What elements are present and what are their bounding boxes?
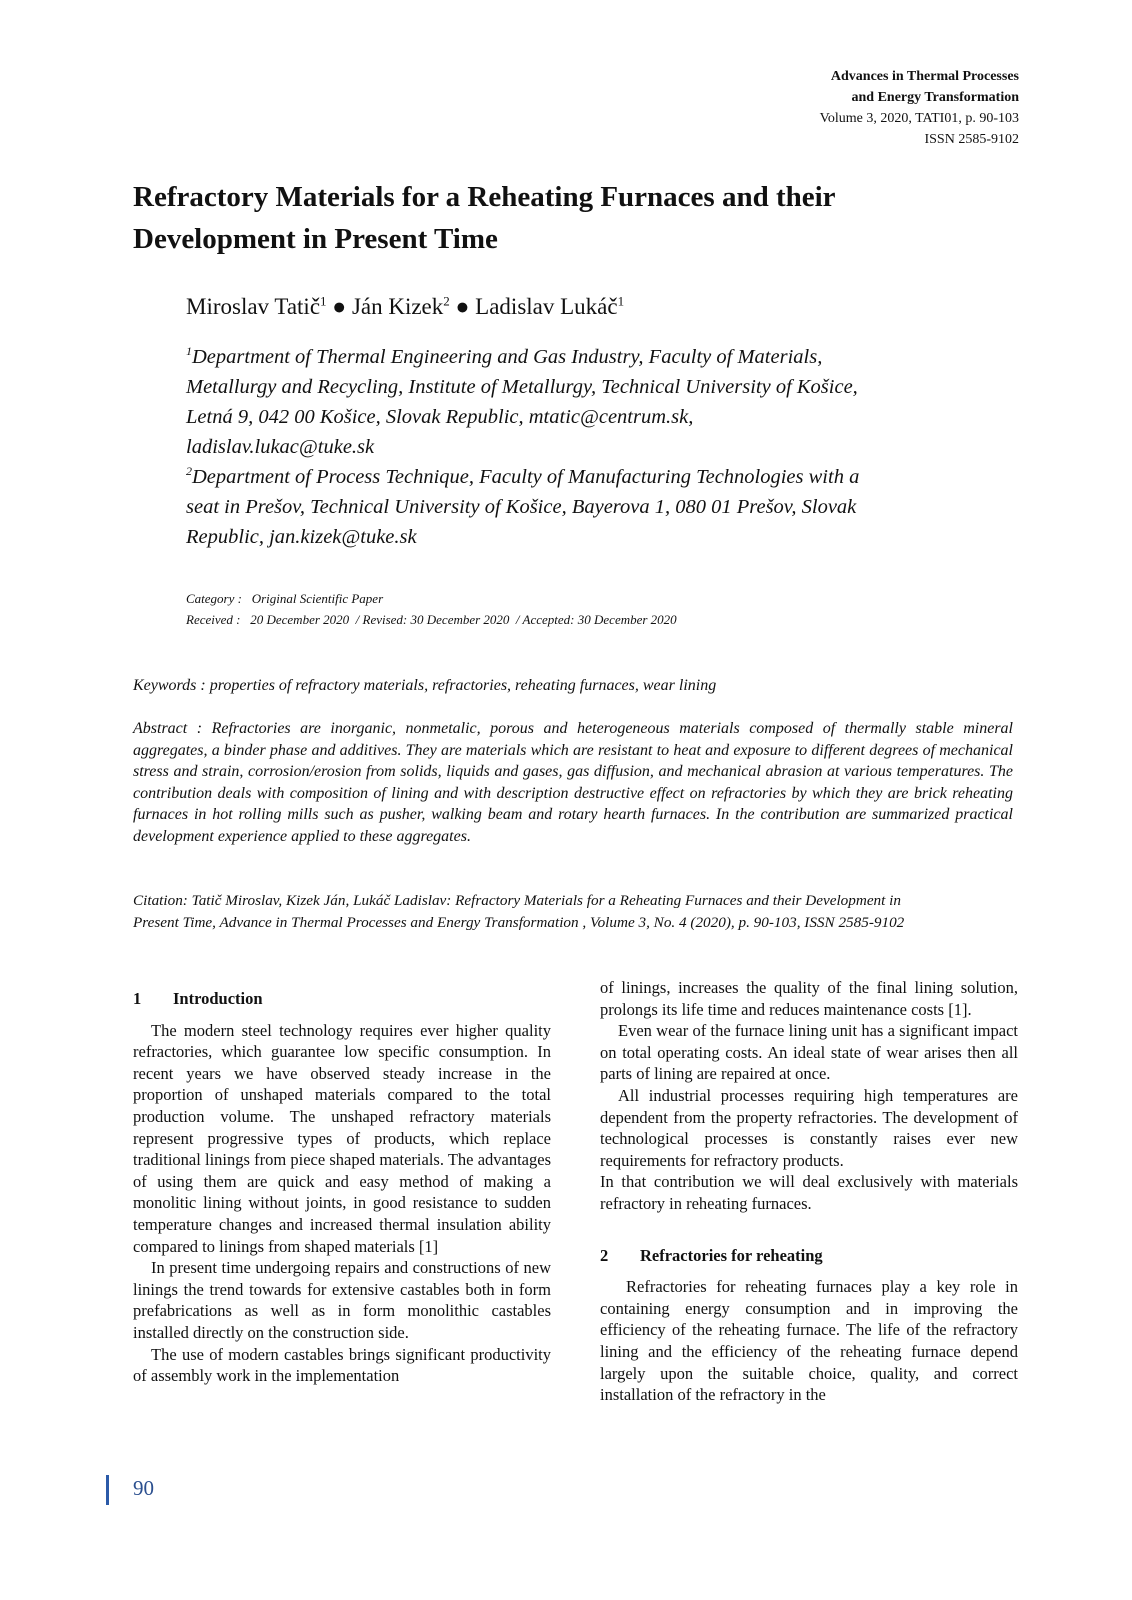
affiliation-marker: 1 [186, 344, 192, 359]
journal-issn: ISSN 2585-9102 [924, 132, 1019, 147]
paragraph: In present time undergoing repairs and constructions of new linings the trend towards for extensive castables both in form prefabrications as well as in form monolithic castables installed directly on the construction side. [133, 1258, 551, 1342]
affiliation-line: seat in Prešov, Technical University of Košice, Bayerova 1, 080 01 Prešov, Slovak [186, 496, 857, 518]
affiliation-2 [186, 462, 966, 552]
affiliation-line: Department of Thermal Engineering and Gas Industry, Faculty of Materials, [192, 346, 823, 368]
section-number: 2 [600, 1245, 609, 1265]
author-affiliation-marker: 1 [617, 293, 625, 309]
page-number: 90 [133, 1476, 154, 1500]
journal-header [820, 66, 1019, 150]
citation-line1: Citation: Tatič Miroslav, Kizek Ján, Lukáč Ladislav: Refractory Materials for a Reheating Furnaces and their Development in [133, 892, 901, 909]
affiliation-line: ladislav.lukac@tuke.sk [186, 436, 375, 458]
author-list [186, 292, 624, 322]
article-category: Category : Original Scientific Paper [186, 591, 384, 606]
article-meta [186, 588, 677, 630]
section-heading-introduction [133, 988, 551, 1010]
section-number: 1 [133, 989, 142, 1008]
section-title: Introduction [173, 989, 263, 1008]
journal-name-line2: and Energy Transformation [851, 90, 1019, 105]
paper-title-line1: Refractory Materials for a Reheating Furnaces and their [133, 181, 836, 213]
author-separator: ● [449, 294, 476, 319]
citation-line2: Present Time, Advance in Thermal Processes and Energy Transformation , Volume 3, No. 4 (2020), p. 90-103, ISSN 2585-9102 [133, 913, 905, 931]
body-column-right [600, 977, 1018, 1406]
author-affiliation-marker: 1 [320, 293, 327, 309]
paragraph: Even wear of the furnace lining unit has a significant impact on total operating costs. An ideal state of wear arises then all parts of lining are repaired at once. [600, 1021, 1018, 1084]
author-name: Miroslav Tatič [186, 294, 321, 319]
paragraph: In that contribution we will deal exclusively with materials refractory in reheating furnaces. [600, 1172, 1018, 1213]
paragraph: The use of modern castables brings significant productivity of assembly work in the implementation [133, 1344, 551, 1386]
paragraph: of linings, increases the quality of the final lining solution, prolongs its life time and reduces maintenance costs [1]. [600, 978, 1018, 1019]
section-title: Refractories for reheating [640, 1245, 823, 1265]
author-affiliation-marker: 2 [443, 293, 450, 309]
affiliation-marker: 2 [186, 464, 192, 479]
author-name: Ján Kizek [351, 294, 444, 319]
affiliation-line: Metallurgy and Recycling, Institute of Metallurgy, Technical University of Košice, [186, 376, 858, 398]
paper-title [133, 176, 1013, 260]
paragraph: The modern steel technology requires ever higher quality refractories, which guarantee low specific consumption. In recent years we have observed steady increase in the proportion of unshaped materials compared to the total production volume. The unshaped refractory materials represent progressive types of products, which replace traditional linings from piece shaped materials. The advantages of using them are quick and easy method of making a monolitic lining without joints, in good resistance to sudden temperature changes and increased thermal insulation ability compared to linings from shaped materials [1] [133, 1020, 551, 1256]
affiliation-line: Department of Process Technique, Faculty of Manufacturing Technologies with a [192, 466, 860, 488]
affiliation-line: Republic, jan.kizek@tuke.sk [186, 526, 417, 548]
journal-volume-info: Volume 3, 2020, TATI01, p. 90-103 [819, 111, 1019, 126]
affiliations [186, 342, 966, 552]
journal-name-line1: Advances in Thermal Processes [830, 69, 1019, 84]
article-dates: Received : 20 December 2020 / Revised: 30 December 2020 / Accepted: 30 December 2020 [186, 612, 677, 627]
affiliation-1 [186, 342, 966, 462]
affiliation-line: Letná 9, 042 00 Košice, Slovak Republic, mtatic@centrum.sk, [186, 406, 694, 428]
paragraph: Refractories for reheating furnaces play a key role in containing energy consumption and in improving the efficiency of the reheating furnace. The life of the refractory lining and the efficiency of the reheating furnace depend largely upon the suitable choice, quality, and correct installation of the refractory in the [600, 1277, 1018, 1405]
abstract: Abstract : Refractories are inorganic, nonmetalic, porous and heterogeneous materials composed of thermally stable mineral aggregates, a binder phase and additives. They are materials which are resistant to heat and exposure to different degrees of mechanical stress and strain, corrosion/erosion from solids, liquids and gases, gas diffusion, and mechanical abrasion at various temperatures. The contribution deals with composition of lining and with description destructive effect on refractories by which they are brick reheating furnaces in hot rolling mills such as pusher, walking beam and rotary hearth furnaces. In the contribution are summarized practical development experience applied to these aggregates. [133, 720, 1013, 845]
paper-title-line2: Development in Present Time [133, 223, 498, 255]
author-separator: ● [326, 294, 352, 319]
footer-accent-bar [106, 1475, 109, 1505]
author-name: Ladislav Lukáč [475, 294, 618, 319]
keywords: Keywords : properties of refractory materials, refractories, reheating furnaces, wear lining [133, 677, 717, 694]
section-heading-refractories [600, 1245, 1018, 1267]
citation [133, 890, 1013, 933]
body-column-left [133, 988, 551, 1387]
paragraph: All industrial processes requiring high temperatures are dependent from the property refractories. The development of technological processes is constantly raises ever new requirements for refractory products. [600, 1085, 1018, 1170]
